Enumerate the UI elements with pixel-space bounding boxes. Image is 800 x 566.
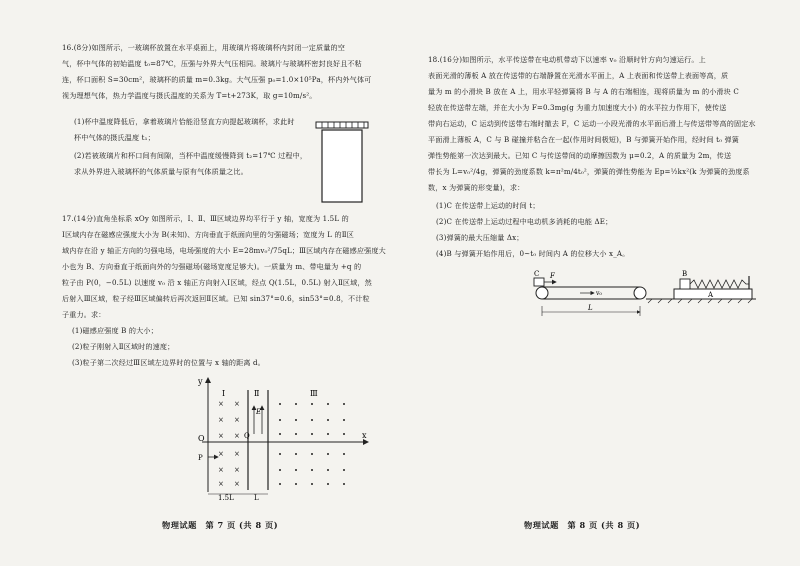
field-into-page-mark: ×: [234, 432, 240, 440]
field-out-of-page-mark: [295, 483, 297, 485]
field-region-diagram: [190, 372, 372, 502]
field-out-of-page-mark: [327, 433, 329, 435]
text-line: 量为 m 的小滑块 B 放在 A 上，用水平轻弹簧将 B 与 A 的右端相连，现将质量为 m 的小滑块 C: [428, 87, 739, 96]
right-page: [400, 0, 800, 566]
text-line: (2)若被玻璃片和杯口间有间隙，当杯中温度缓慢降到 t₂=17℃ 过程中，: [74, 151, 308, 160]
field-into-page-mark: ×: [234, 480, 240, 488]
field-out-of-page-mark: [343, 433, 345, 435]
question-17-subs: [72, 323, 265, 371]
field-into-page-mark: ×: [234, 450, 240, 458]
glass-cup-figure: [312, 118, 374, 204]
text-line: (4)B 与弹簧开始作用后，0~t₀ 时间内 A 的位移大小 x_A。: [436, 249, 630, 258]
length-label: L: [588, 304, 593, 312]
glass-cup: [322, 130, 362, 202]
text-line: 数，x 为弹簧的形变量)，求：: [428, 183, 525, 192]
text-line: 轻放在传送带左端，并在大小为 F=0.3mg(g 为重力加速度大小) 的水平拉力作用下，使传送: [428, 103, 727, 112]
field-out-of-page-mark: [279, 453, 281, 455]
text-line: (3)粒子第二次经过Ⅲ区域左边界时的位置与 x 轴的距离 d。: [72, 358, 265, 367]
field-into-page-mark: ×: [234, 400, 240, 408]
field-out-of-page-mark: [295, 453, 297, 455]
field-out-of-page-mark: [343, 419, 345, 421]
field-out-of-page-mark: [311, 433, 313, 435]
field-out-of-page-mark: [311, 483, 313, 485]
field-out-of-page-mark: [311, 419, 313, 421]
y-axis-label: y: [198, 377, 203, 386]
field-out-of-page-mark: [295, 433, 297, 435]
x-axis-label: x: [362, 431, 367, 440]
point-q-label: Q: [244, 432, 250, 440]
field-out-of-page-mark: [295, 419, 297, 421]
field-into-page-mark: ×: [218, 416, 224, 424]
text-line: 17.(14分)直角坐标系 xOy 如图所示，Ⅰ、Ⅱ、Ⅲ区域边界均平行于 y 轴，宽度为 1.5L 的: [62, 214, 349, 223]
origin-label: O: [198, 434, 205, 443]
conveyor-belt-diagram: [528, 262, 758, 322]
text-line: 粒子由 P(0，−0.5L) 以速度 v₀ 沿 x 轴正方向射入Ⅰ区域，经点 Q(1.5L，0.5L) 射入Ⅱ区域，然: [62, 278, 372, 287]
block-c: [534, 278, 544, 286]
field-into-page-mark: ×: [234, 466, 240, 474]
field-out-of-page-mark: [343, 403, 345, 405]
block-b: [680, 279, 690, 289]
text-line: 18.(16分)如图所示，水平传送带在电动机带动下以速率 v₀ 沿顺时针方向匀速运行。上: [428, 55, 706, 64]
text-line: 杯中气体的摄氏温度 t₁；: [74, 133, 155, 142]
question-16-stem: [62, 40, 371, 104]
text-line: 带长为 L=v₀²/4g，弹簧的劲度系数 k=π²m/4t₀²，弹簧的弹性势能为 Ep=½kx²(k 为弹簧的劲度系: [428, 167, 750, 176]
spring: [690, 280, 749, 288]
field-out-of-page-mark: [327, 403, 329, 405]
text-line: 气，杯中气体的初始温度 t₀=87℃，压强与外界大气压相同。玻璃片与玻璃杯密封良好且不粘: [62, 59, 362, 68]
question-16-sub2: [74, 148, 307, 180]
text-line: 后射入Ⅲ区域，粒子经Ⅲ区域偏转后再次返回Ⅱ区域。已知 sin37°=0.6，sin53°=0.8，不计粒: [62, 294, 370, 303]
text-line: 小也为 B、方向垂直于纸面向外的匀强磁场(磁场宽度足够大)。一质量为 m、带电量为 +q 的: [62, 262, 362, 271]
question-17-stem: [62, 211, 386, 323]
field-out-of-page-mark: [279, 419, 281, 421]
field-out-of-page-mark: [343, 483, 345, 485]
field-out-of-page-mark: [311, 469, 313, 471]
block-b-label: B: [682, 270, 688, 278]
field-out-of-page-mark: [343, 453, 345, 455]
text-line: 带向右运动，C 运动到传送带右端时撤去 F，C 运动一小段光滑的水平面后滑上与传送带等高的固定水: [428, 119, 756, 128]
field-out-of-page-mark: [327, 469, 329, 471]
field-out-of-page-mark: [327, 453, 329, 455]
point-p-label: P: [198, 454, 203, 462]
text-line: 16.(8分)如图所示，一玻璃杯放置在水平桌面上，用玻璃片将玻璃杯内封闭一定质量的空: [62, 43, 346, 52]
text-line: (1)磁感应强度 B 的大小；: [72, 326, 158, 335]
page-8-footer: 物理试题 第 8 页 (共 8 页): [524, 520, 641, 530]
text-line: 连，杯口面积 S=30cm²，玻璃杯的质量 m=0.3kg。大气压强 p₀=1.0×10⁵Pa，杯内外气体可: [62, 75, 372, 84]
field-out-of-page-mark: [279, 403, 281, 405]
text-line: (2)粒子刚射入Ⅱ区域时的速度；: [72, 342, 175, 351]
board-a-label: A: [708, 291, 714, 299]
field-out-of-page-mark: [311, 453, 313, 455]
text-line: (1)C 在传送带上运动的时间 t；: [436, 201, 540, 210]
force-label: F: [550, 272, 555, 280]
field-into-page-mark: ×: [218, 466, 224, 474]
block-c-label: C: [534, 270, 540, 278]
text-line: 视为理想气体，热力学温度与摄氏温度的关系为 T=t+273K，取 g=10m/s²。: [62, 91, 317, 100]
width-1-label: 1.5L: [218, 494, 234, 502]
text-line: (1)杯中温度降低后，拿着玻璃片恰能沿竖直方向提起玻璃杯，求此时: [74, 117, 295, 126]
field-out-of-page-mark: [279, 433, 281, 435]
field-into-page-mark: ×: [218, 480, 224, 488]
right-pulley: [634, 287, 646, 299]
field-out-of-page-mark: [343, 469, 345, 471]
field-into-page-mark: ×: [218, 450, 224, 458]
glass-plate: [316, 122, 368, 128]
field-into-page-mark: ×: [218, 432, 224, 440]
field-into-page-mark: ×: [234, 416, 240, 424]
text-line: 平面滑上薄板 A，C 与 B 碰撞并粘合在一起(作用时间极短)，B 与弹簧开始作用，经时间 t₀ 弹簧: [428, 135, 740, 144]
text-line: Ⅰ区域内存在磁感应强度大小为 B(未知)、方向垂直于纸面向里的匀强磁场；宽度为 L 的Ⅱ区: [62, 230, 354, 239]
text-line: (3)弹簧的最大压缩量 Δx；: [436, 233, 524, 242]
width-2-label: L: [254, 494, 259, 502]
field-e-label: E: [256, 408, 262, 416]
region-3-label: Ⅲ: [310, 389, 318, 398]
velocity-label: v₀: [596, 290, 602, 297]
text-line: 子重力。求：: [62, 310, 106, 319]
text-line: 域内存在沿 y 轴正方向的匀强电场，电场强度的大小 E=28mv₀²/75qL；Ⅲ区域内存在磁感应强度大: [62, 246, 386, 255]
field-into-page-mark: ×: [218, 400, 224, 408]
field-out-of-page-mark: [327, 483, 329, 485]
text-line: (2)C 在传送带上运动过程中电动机多消耗的电能 ΔE；: [436, 217, 613, 226]
text-line: 表面光滑的薄板 A 放在传送带的右端静置在光滑水平面上，A 上表面和传送带上表面等高，质: [428, 71, 729, 80]
question-18-subs: [436, 198, 629, 262]
field-out-of-page-mark: [327, 419, 329, 421]
left-pulley: [536, 287, 548, 299]
page-7-footer: 物理试题 第 7 页 (共 8 页): [162, 520, 279, 530]
region-2-label: Ⅱ: [254, 389, 260, 398]
text-line: 求从外界进入玻璃杯的气体质量与原有气体质量之比。: [74, 167, 248, 176]
field-out-of-page-mark: [295, 469, 297, 471]
question-18-stem: [428, 52, 756, 196]
region-1-label: Ⅰ: [222, 389, 226, 398]
field-out-of-page-mark: [311, 403, 313, 405]
question-16-sub1: [74, 114, 295, 146]
field-out-of-page-mark: [295, 403, 297, 405]
text-line: 弹性势能第一次达到最大。已知 C 与传送带间的动摩擦因数为 μ=0.2，A 的质量为 2m，传送: [428, 151, 732, 160]
field-out-of-page-mark: [279, 469, 281, 471]
field-out-of-page-mark: [279, 483, 281, 485]
